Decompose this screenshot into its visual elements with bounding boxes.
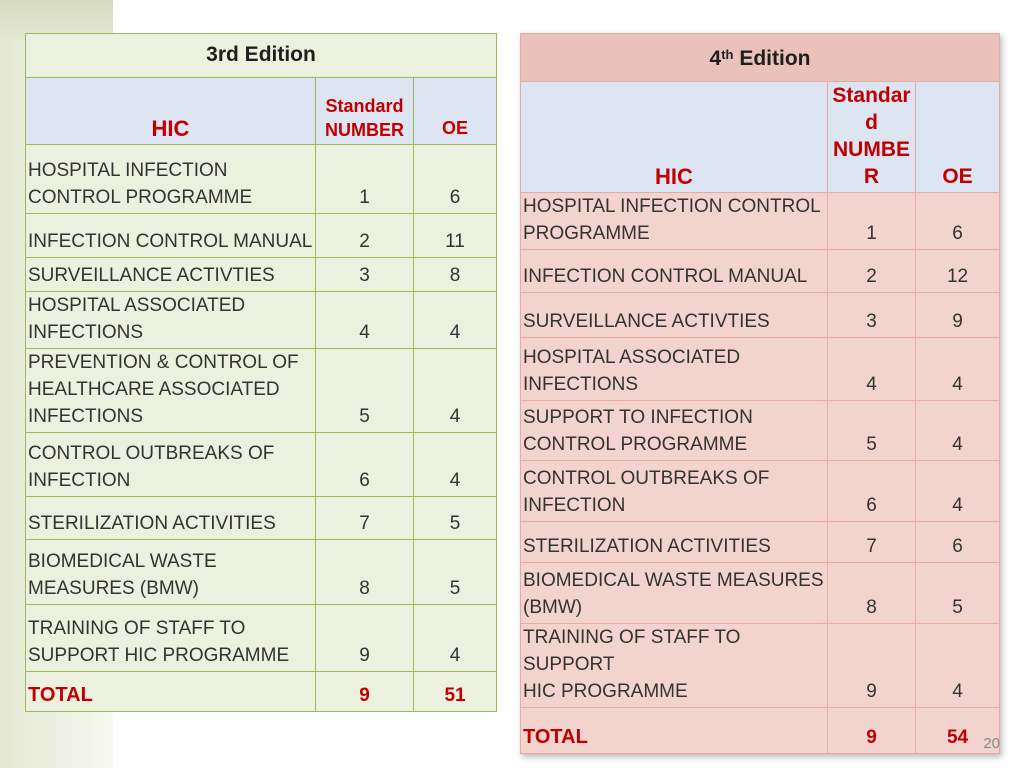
area-name-line: SURVEILLANCE ACTIVTIES <box>523 311 770 332</box>
oe-count-cell: 6 <box>414 145 497 214</box>
oe-count-cell: 4 <box>414 433 497 497</box>
title-edition-number: 4 <box>709 47 722 70</box>
oe-count-cell: 4 <box>916 461 1000 522</box>
oe-count-cell: 4 <box>414 292 497 349</box>
area-name-cell <box>521 624 828 708</box>
area-name-line: TRAINING OF STAFF TO <box>28 618 246 639</box>
table-row <box>26 292 497 349</box>
area-name-line: INFECTION <box>28 470 131 491</box>
oe-count-cell: 5 <box>414 540 497 605</box>
standard-number-column-header <box>828 82 916 193</box>
area-name-cell <box>26 605 316 672</box>
oe-count-cell: 4 <box>414 605 497 672</box>
area-name-cell <box>521 250 828 293</box>
area-name-cell <box>521 461 828 522</box>
area-name-line: PREVENTION & CONTROL OF <box>28 352 299 373</box>
fourth-edition-total-row <box>521 708 1000 754</box>
standard-number-cell: 9 <box>828 624 916 708</box>
standard-header-line: Standard <box>325 96 404 116</box>
standard-number-cell: 7 <box>828 522 916 563</box>
standard-number-cell: 9 <box>316 605 414 672</box>
hic-column-header: HIC <box>521 82 828 193</box>
area-name-line: HIC PROGRAMME <box>523 681 688 702</box>
standard-number-cell: 3 <box>828 293 916 338</box>
table-row <box>521 563 1000 624</box>
standard-header-line: NUMBE <box>833 138 910 161</box>
area-name-line: BIOMEDICAL WASTE <box>28 551 217 572</box>
area-name-line: INFECTION <box>523 495 626 516</box>
fourth-edition-table <box>520 33 1000 754</box>
area-name-cell <box>26 145 316 214</box>
standard-number-cell: 2 <box>316 214 414 258</box>
standard-number-cell: 2 <box>828 250 916 293</box>
standard-header-line: d <box>865 111 878 134</box>
third-edition-table <box>25 33 497 712</box>
table-row <box>26 258 497 292</box>
oe-count-cell: 4 <box>916 338 1000 401</box>
oe-column-header: OE <box>414 78 497 145</box>
oe-count-cell: 4 <box>916 401 1000 461</box>
table-row <box>26 349 497 433</box>
title-edition-word: Edition <box>733 47 811 70</box>
standard-number-cell: 4 <box>316 292 414 349</box>
table-row <box>26 540 497 605</box>
total-oe-count: 54 <box>916 708 1000 754</box>
slide-page-number: 20 <box>983 735 1000 752</box>
area-name-line: CONTROL OUTBREAKS OF <box>523 468 770 489</box>
area-name-line: HOSPITAL INFECTION CONTROL <box>523 196 821 217</box>
table-row <box>521 461 1000 522</box>
area-name-line: CONTROL PROGRAMME <box>523 434 748 455</box>
standard-number-cell: 8 <box>316 540 414 605</box>
area-name-line: HOSPITAL ASSOCIATED <box>523 347 741 368</box>
standard-number-cell: 1 <box>316 145 414 214</box>
oe-count-cell: 12 <box>916 250 1000 293</box>
standard-header-line: R <box>863 165 880 188</box>
standard-header-line: NUMBER <box>325 120 404 140</box>
area-name-cell <box>26 258 316 292</box>
standard-number-cell: 7 <box>316 497 414 540</box>
area-name-cell <box>521 563 828 624</box>
total-label: TOTAL <box>521 708 828 754</box>
oe-count-cell: 11 <box>414 214 497 258</box>
area-name-line: MEASURES (BMW) <box>28 578 199 599</box>
area-name-line: CONTROL OUTBREAKS OF <box>28 443 275 464</box>
standard-number-cell: 5 <box>828 401 916 461</box>
total-standard-count: 9 <box>828 708 916 754</box>
area-name-line: HOSPITAL ASSOCIATED <box>28 295 246 316</box>
area-name-cell <box>521 193 828 250</box>
total-label: TOTAL <box>26 672 316 712</box>
table-row <box>26 214 497 258</box>
standard-number-column-header <box>316 78 414 145</box>
table-row <box>521 193 1000 250</box>
table-row <box>26 605 497 672</box>
standard-number-cell: 1 <box>828 193 916 250</box>
standard-header-line: Standar <box>832 84 911 107</box>
area-name-cell <box>26 497 316 540</box>
oe-column-header: OE <box>916 82 1000 193</box>
standard-number-cell: 4 <box>828 338 916 401</box>
area-name-line: STERILIZATION ACTIVITIES <box>28 513 276 534</box>
table-row <box>521 522 1000 563</box>
table-row <box>521 293 1000 338</box>
table-row <box>26 433 497 497</box>
oe-count-cell: 6 <box>916 522 1000 563</box>
table-row <box>26 497 497 540</box>
oe-count-cell: 8 <box>414 258 497 292</box>
table-row <box>521 624 1000 708</box>
hic-column-header: HIC <box>26 78 316 145</box>
fourth-edition-title <box>521 34 1000 82</box>
oe-count-cell: 6 <box>916 193 1000 250</box>
area-name-line: TRAINING OF STAFF TO SUPPORT <box>523 627 741 675</box>
oe-count-cell: 9 <box>916 293 1000 338</box>
third-edition-rows <box>26 145 497 672</box>
area-name-line: SURVEILLANCE ACTIVTIES <box>28 265 275 286</box>
area-name-line: STERILIZATION ACTIVITIES <box>523 536 771 557</box>
title-ordinal-suffix: th <box>721 47 734 62</box>
area-name-cell <box>26 349 316 433</box>
table-row <box>521 401 1000 461</box>
area-name-line: SUPPORT HIC PROGRAMME <box>28 645 290 666</box>
area-name-line: SUPPORT TO INFECTION <box>523 407 753 428</box>
area-name-line: INFECTION CONTROL MANUAL <box>523 266 808 287</box>
oe-count-cell: 5 <box>414 497 497 540</box>
table-row <box>26 145 497 214</box>
area-name-cell <box>26 540 316 605</box>
third-edition-total-row <box>26 672 497 712</box>
third-edition-title: 3rd Edition <box>26 34 497 78</box>
standard-number-cell: 6 <box>828 461 916 522</box>
area-name-cell <box>521 522 828 563</box>
area-name-line: BIOMEDICAL WASTE MEASURES <box>523 570 824 591</box>
table-row <box>521 338 1000 401</box>
area-name-cell <box>521 338 828 401</box>
table-row <box>521 250 1000 293</box>
area-name-line: INFECTION CONTROL MANUAL <box>28 231 313 252</box>
area-name-cell <box>26 292 316 349</box>
fourth-edition-rows <box>521 193 1000 708</box>
area-name-line: (BMW) <box>523 597 583 618</box>
area-name-cell <box>26 214 316 258</box>
area-name-line: PROGRAMME <box>523 223 650 244</box>
standard-number-cell: 6 <box>316 433 414 497</box>
area-name-line: INFECTIONS <box>28 322 144 343</box>
area-name-cell <box>521 293 828 338</box>
oe-count-cell: 5 <box>916 563 1000 624</box>
standard-number-cell: 3 <box>316 258 414 292</box>
total-standard-count: 9 <box>316 672 414 712</box>
area-name-line: HEALTHCARE ASSOCIATED <box>28 379 280 400</box>
total-oe-count: 51 <box>414 672 497 712</box>
area-name-line: INFECTIONS <box>28 406 144 427</box>
oe-count-cell: 4 <box>414 349 497 433</box>
standard-number-cell: 8 <box>828 563 916 624</box>
area-name-cell <box>521 401 828 461</box>
area-name-line: CONTROL PROGRAMME <box>28 187 253 208</box>
oe-count-cell: 4 <box>916 624 1000 708</box>
area-name-cell <box>26 433 316 497</box>
area-name-line: INFECTIONS <box>523 374 639 395</box>
standard-number-cell: 5 <box>316 349 414 433</box>
area-name-line: HOSPITAL INFECTION <box>28 160 228 181</box>
